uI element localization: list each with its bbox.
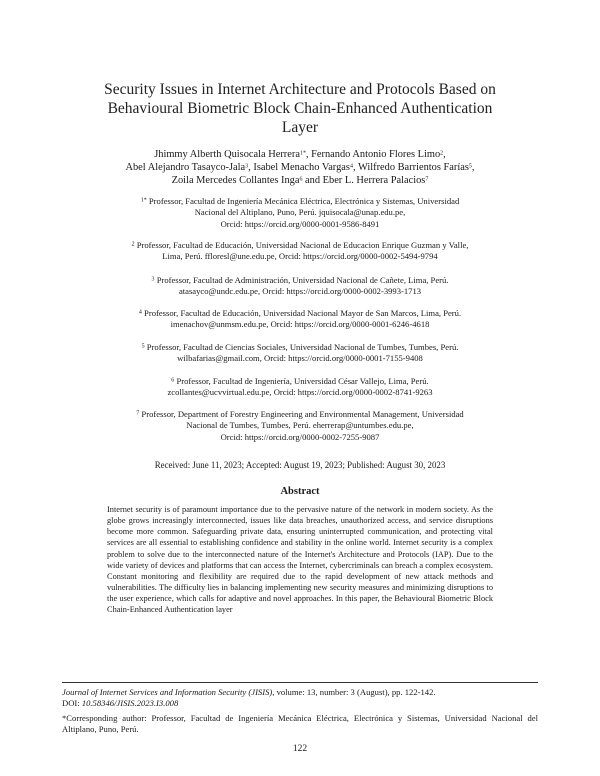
affiliation-5: $^5$ Professor, Facultad de Ciencias Sociales, Universidad Nacional de Tumbes, Tumbes, Perú. wilbafarias@gmail.com, Orcid: https://orcid.org/0000-0001-7155-9408 [141,342,459,364]
footnote-rule [62,682,538,683]
corresponding-author-note: *Corresponding author: Professor, Facultad de Ingeniería Mecánica Eléctrica, Electrónica y Sistemas, Universidad Nacional del Altiplano, Puno, Perú. [62,713,538,734]
paper-title: Security Issues in Internet Architecture and Protocols Based on Behavioural Biometric Block Chain-Enhanced Authentication Layer [104,81,496,136]
affiliation-2: $^2$ Professor, Facultad de Educación, Universidad Nacional de Educacion Enrique Guzman y Valle, Lima, Perú. ffloresl@une.edu.pe, Orcid: https://orcid.org/0000-0002-5494-9794 [131,240,469,262]
page-number: 122 [292,744,308,754]
abstract-heading: Abstract [280,486,320,497]
author-line: Zoila Mercedes Collantes Inga$^6$ and Eber L. Herrera Palacios$^7$ [171,175,429,186]
affiliation-1: $^{1*}$ Professor, Facultad de Ingeniería Mecánica Eléctrica, Electrónica y Sistemas, Universidad Nacional del Altiplano, Puno, Perú. jquisocala@unap.edu.pe, Orcid: https://orcid.org/0000-0001-9586-8491 [140,196,460,229]
affiliation-7: $^7$ Professor, Department of Forestry Engineering and Environmental Management, Universidad Nacional de Tumbes, Tumbes, Perú. eherrerap@untumbes.edu.pe, Orcid: https://orcid.org/0000-0002-7255-9087 [136,409,464,442]
author-line: Abel Alejandro Tasayco-Jala$^3$, Isabel Menacho Vargas$^4$, Wilfredo Barrientos Farías$^5$, [125,162,475,173]
affiliation-6: $^6$ Professor, Facultad de Ingeniería, Universidad César Vallejo, Lima, Perú. zcollantes@ucvvirtual.edu.pe, Orcid: https://orcid.org/0000-0002-8741-9263 [167,376,433,398]
journal-citation: Journal of Internet Services and Information Security (JISIS), volume: 13, number: 3 (August), pp. 122-142. DOI: 10.58346/JISIS.2023.I3.008 [62,687,436,708]
author-line: Jhimmy Alberth Quisocala Herrera$^{1*}$, Fernando Antonio Flores Limo$^2$, [154,149,446,160]
author-list [90,148,510,187]
affiliation-3: $^3$ Professor, Facultad de Administración, Universidad Nacional de Cañete, Lima, Perú. atasayco@undc.edu.pe, Orcid: https://orcid.org/0000-0002-3993-1713 [151,275,449,297]
received-dates: Received: June 11, 2023; Accepted: August 19, 2023; Published: August 30, 2023 [154,460,446,470]
affiliation-4: $^4$ Professor, Facultad de Educación, Universidad Nacional Mayor de San Marcos, Lima, Perú. imenachov@unmsm.edu.pe, Orcid: https://orcid.org/0000-0001-6246-4618 [138,308,462,330]
abstract-text: Internet security is of paramount importance due to the pervasive nature of the network in modern society. As the globe grows increasingly interconnected, issues like data breaches, unauthorized access, and service disruptions become more common. Safeguarding private data, ensuring uninterrupted communication, and protecting vital services are all essential to establishing confidence and stability in the online world. Internet security is a complex problem to solve due to the interconnected nature of the Internet's Architecture and Protocols (IAP). Due to the wide variety of devices and platforms that can access the Internet, cybercriminals can breach a complex ecosystem. Constant monitoring and flexibility are required due to the rapid development of new attack methods and vulnerabilities. The difficulty lies in balancing implementing new security measures and minimizing disruptions to the user experience, which calls for adaptive and novel approaches. In this paper, the Behavioural Biometric Block Chain-Enhanced Authentication layer [107,505,493,615]
